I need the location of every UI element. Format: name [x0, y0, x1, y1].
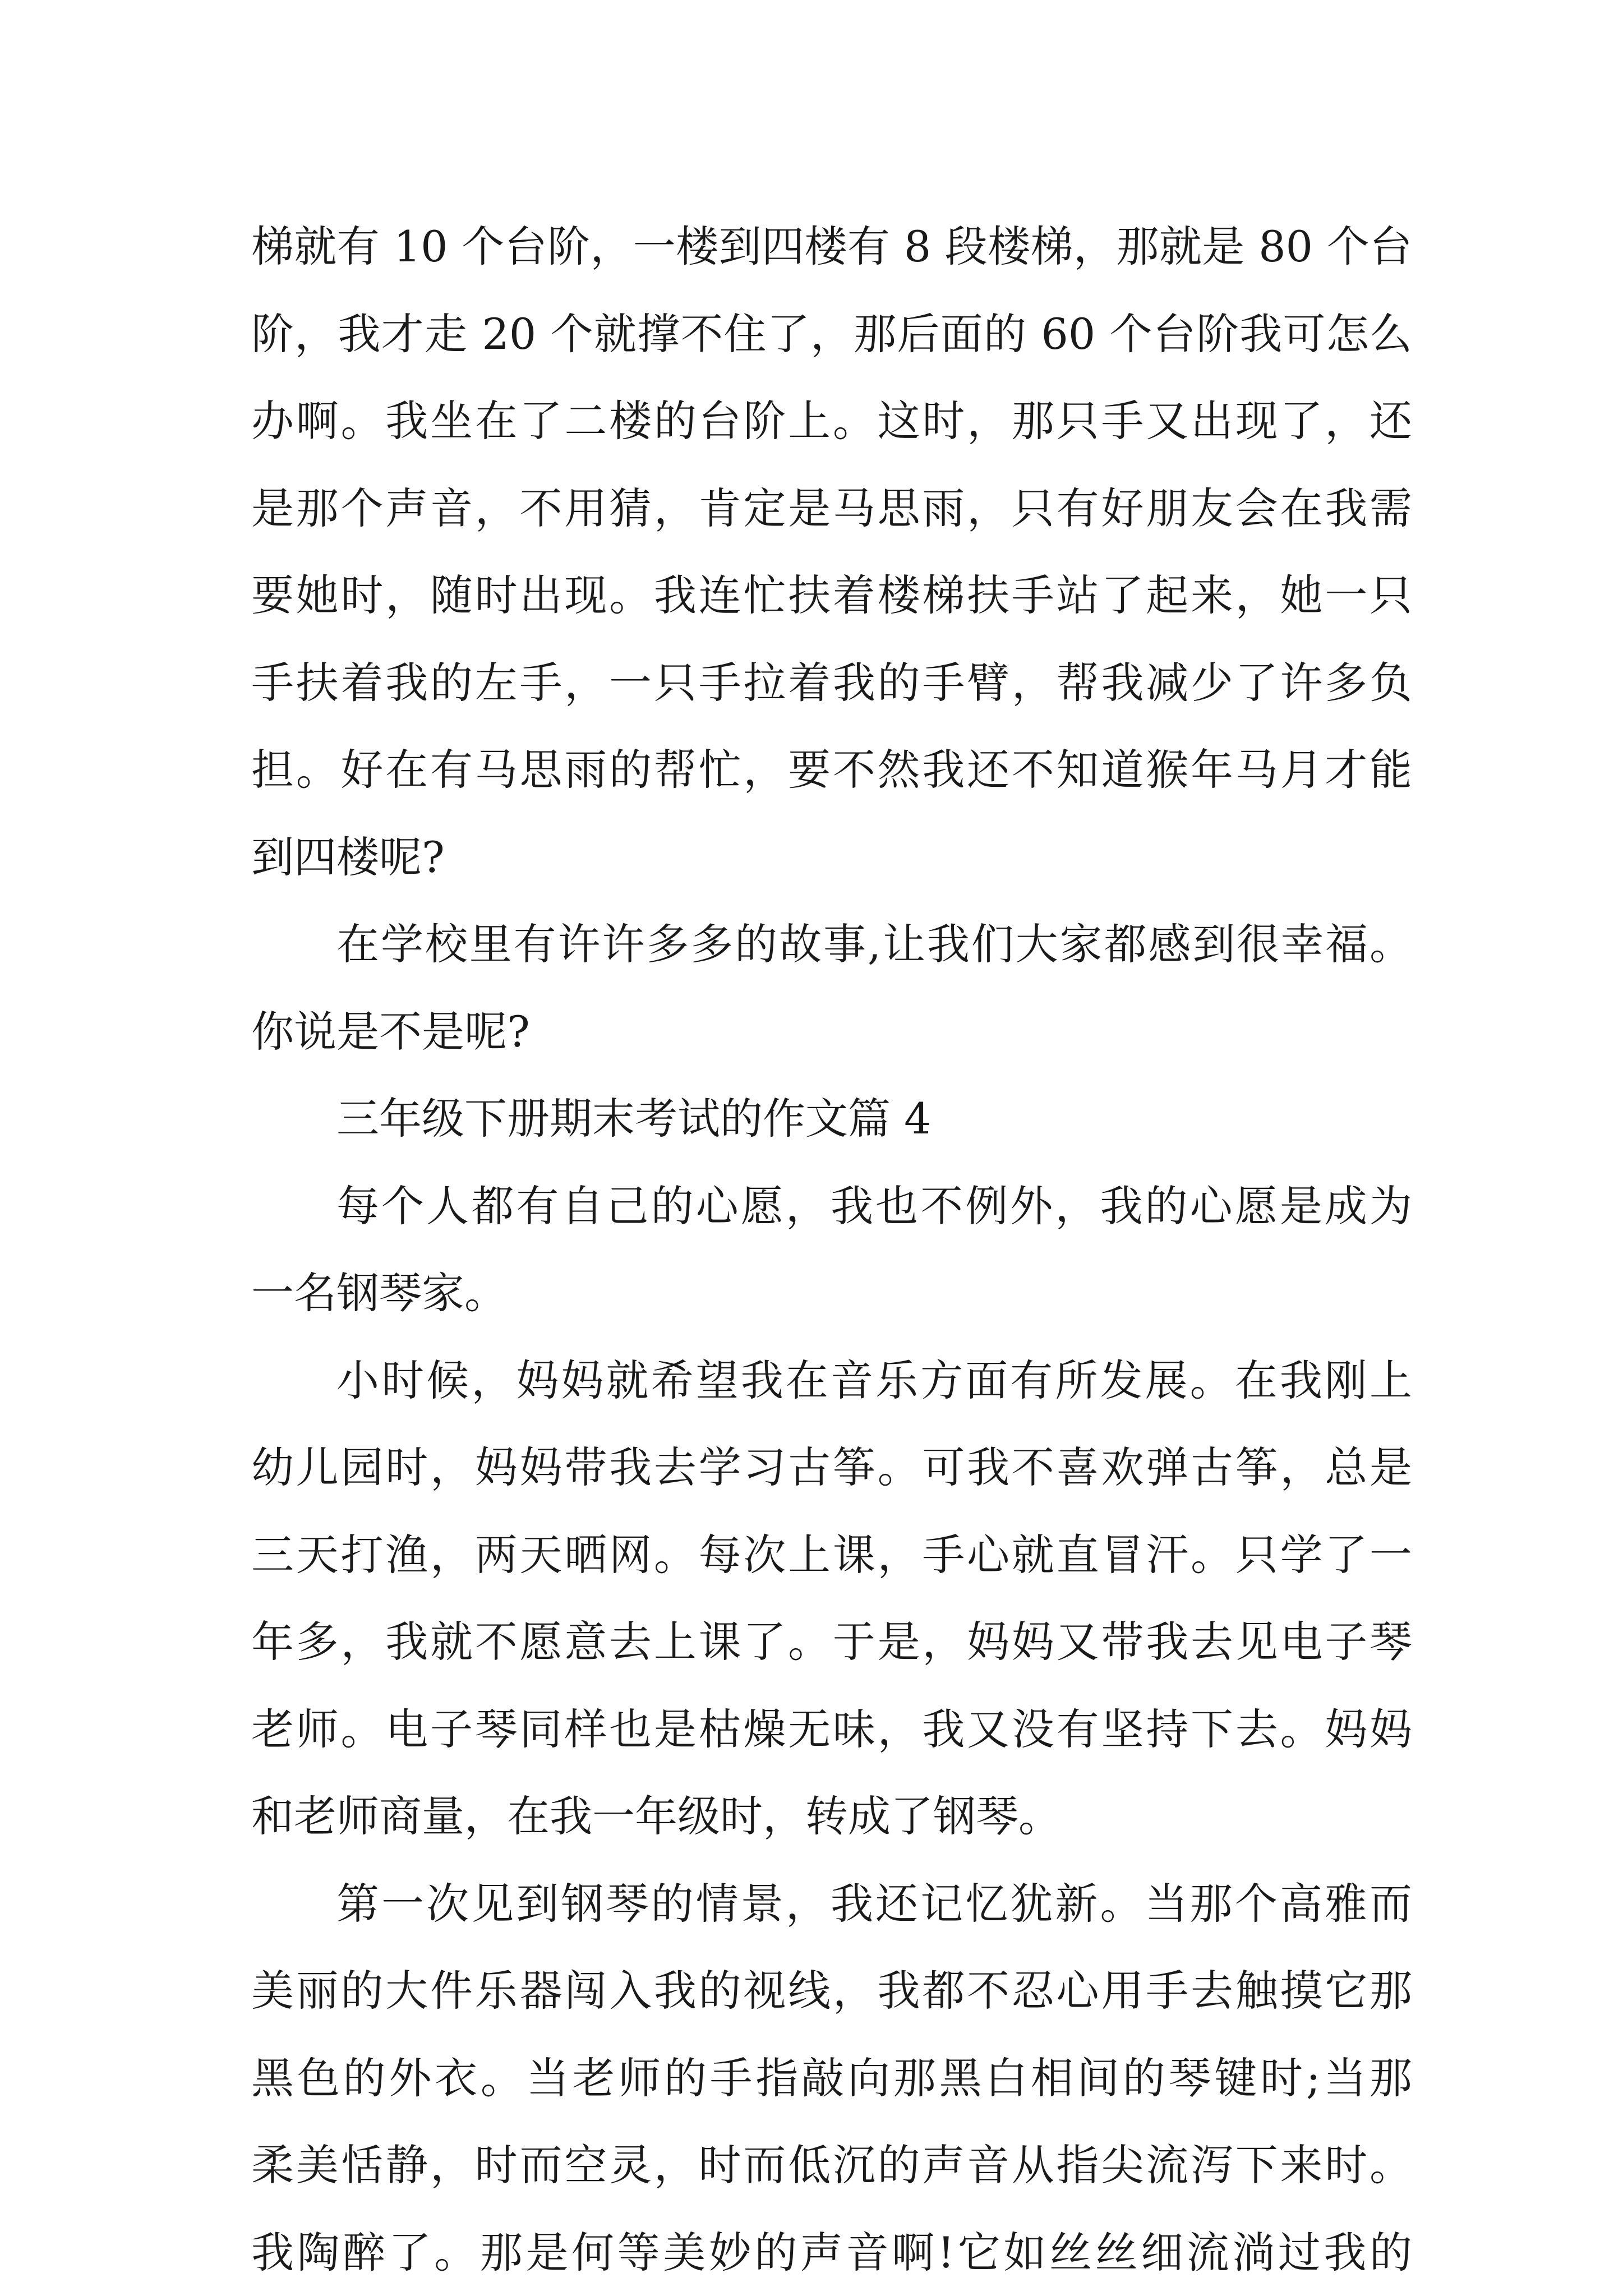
essay-text [251, 203, 1412, 2296]
text-line: 柔美恬静，时而空灵，时而低沉的声音从指尖流泻下来时。 [251, 2122, 1412, 2209]
text-line: 三天打渔，两天晒网。每次上课，手心就直冒汗。只学了一 [251, 1511, 1412, 1599]
text-line: 到四楼呢? [251, 814, 1412, 901]
text-line: 年多，我就不愿意去上课了。于是，妈妈又带我去见电子琴 [251, 1598, 1412, 1686]
text-line: 是那个声音，不用猜，肯定是马思雨，只有好朋友会在我需 [251, 465, 1412, 552]
text-line: 美丽的大件乐器闯入我的视线，我都不忍心用手去触摸它那 [251, 1947, 1412, 2035]
text-line: 阶，我才走 20 个就撑不住了，那后面的 60 个台阶我可怎么 [251, 291, 1412, 378]
text-line: 老师。电子琴同样也是枯燥无味，我又没有坚持下去。妈妈 [251, 1686, 1412, 1773]
paragraph-start-line: 小时候，妈妈就希望我在音乐方面有所发展。在我刚上 [251, 1337, 1412, 1424]
paragraph-start-line: 第一次见到钢琴的情景，我还记忆犹新。当那个高雅而 [251, 1860, 1412, 1948]
text-line: 办啊。我坐在了二楼的台阶上。这时，那只手又出现了，还 [251, 377, 1412, 465]
text-line: 担。好在有马思雨的帮忙，要不然我还不知道猴年马月才能 [251, 726, 1412, 814]
text-line: 我陶醉了。那是何等美妙的声音啊!它如丝丝细流淌过我的 [251, 2209, 1412, 2296]
text-line: 幼儿园时，妈妈带我去学习古筝。可我不喜欢弹古筝，总是 [251, 1424, 1412, 1511]
paragraph-start-line: 在学校里有许许多多的故事,让我们大家都感到很幸福。 [251, 901, 1412, 988]
text-line: 手扶着我的左手，一只手拉着我的手臂，帮我减少了许多负 [251, 639, 1412, 727]
section-heading: 三年级下册期末考试的作文篇 4 [251, 1075, 1412, 1163]
text-line: 你说是不是呢? [251, 988, 1412, 1076]
paragraph-start-line: 每个人都有自己的心愿，我也不例外，我的心愿是成为 [251, 1163, 1412, 1250]
text-line: 要她时，随时出现。我连忙扶着楼梯扶手站了起来，她一只 [251, 552, 1412, 639]
text-line: 黑色的外衣。当老师的手指敲向那黑白相间的琴键时;当那 [251, 2035, 1412, 2122]
text-line: 一名钢琴家。 [251, 1250, 1412, 1337]
text-line: 梯就有 10 个台阶，一楼到四楼有 8 段楼梯，那就是 80 个台 [251, 203, 1412, 291]
text-line: 和老师商量，在我一年级时，转成了钢琴。 [251, 1773, 1412, 1860]
